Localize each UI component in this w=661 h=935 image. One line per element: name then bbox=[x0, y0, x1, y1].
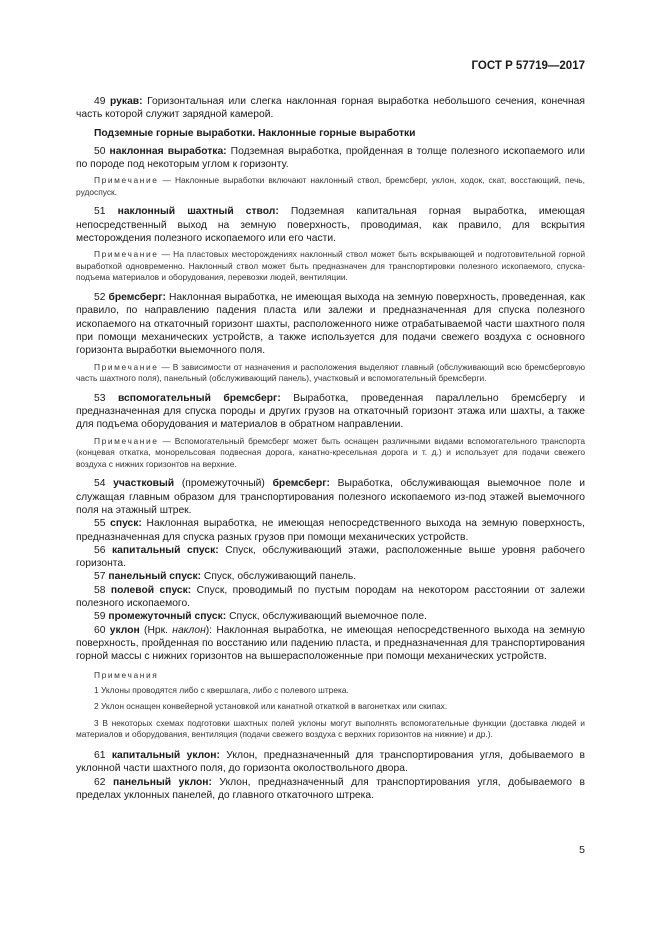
term: панельный спуск: bbox=[108, 571, 202, 583]
term: панельный уклон: bbox=[112, 776, 212, 788]
entry-50: 50 наклонная выработка: Подземная выработка, пройденная в толще полезного ископаемого или по породе под некоторым углом к горизонту. bbox=[76, 145, 585, 170]
note-50: Примечание — Наклонные выработки включают наклонный ствол, бремсберг, уклон, ходок, скат, восстающий, печь, рудоспуск. bbox=[76, 175, 585, 197]
entry-49: 49 рукав: Горизонтальная или слегка наклонная горная выработка небольшого сечения, конечная часть которой служит зарядной камерой. bbox=[76, 96, 585, 121]
term: наклонный шахтный ствол: bbox=[117, 206, 279, 218]
entry-52: 52 бремсберг: Наклонная выработка, не имеющая выхода на земную поверхность, проведенная, как правило, по направлению падения пласта или залежи и предназначенная для спуска полезного ископаемого на откаточный горизонт шахты, расположенного ниже отрабатываемой части шахтного поля при помощи механических устройств, а также используется для подачи свежего воздуха с основного горизонта выработки выемочного поля. bbox=[76, 292, 585, 357]
entry-57: 57 панельный спуск: Спуск, обслуживающий панель. bbox=[94, 571, 357, 583]
note-60-item: 1 Уклоны проводятся либо с квершлага, либо с полевого штрека. bbox=[94, 684, 349, 695]
term: вспомогательный бремсберг: bbox=[117, 392, 281, 404]
term: наклонная выработка: bbox=[109, 145, 227, 157]
term: полевой спуск: bbox=[110, 584, 192, 596]
term: бремсберг: bbox=[272, 478, 330, 490]
term: промежуточный спуск: bbox=[108, 611, 227, 623]
term: рукав: bbox=[110, 96, 143, 107]
notes-heading: Примечания bbox=[94, 669, 159, 680]
note-53: Примечание — Вспомогательный бремсберг может быть оснащен различными видами вспомогательного транспорта (концевая откатка, монорельсовая подвесная дорога, канатно-кресельная дорога и т. д.) и использует для подачи свежего воздуха с нижних горизонтов на верхние. bbox=[76, 435, 585, 469]
document-body bbox=[76, 95, 585, 802]
term: спуск: bbox=[110, 518, 142, 530]
term: уклон bbox=[109, 624, 140, 636]
entry-59: 59 промежуточный спуск: Спуск, обслуживающий выемочное поле. bbox=[94, 611, 427, 623]
note-51: Примечание — На пластовых месторождениях наклонный ствол может быть вскрывающей и подготовительной горной выработкой одновременно. Наклонный ствол может быть предназначен для транспортировки полезного ископаемого, спуска-подъема материалов и оборудования, перевозки людей, вентиляции. bbox=[76, 249, 585, 283]
note-52: Примечание — В зависимости от назначения и расположения выделяют главный (обслуживающий всю бремсберговую часть шахтного поля), панельный (обслуживающий панель), участковый и вспомогательный бремсберги. bbox=[76, 361, 585, 384]
term: капитальный уклон: bbox=[111, 749, 220, 761]
note-60-item: 2 Уклон оснащен конвейерной установкой или канатной откаткой в вагонетках или скипах. bbox=[94, 701, 448, 712]
entry-55: 55 спуск: Наклонная выработка, не имеющая непосредственного выхода на земную поверхность, предназначенная для спуска разных грузов при помощи механических устройств. bbox=[76, 518, 585, 543]
entry-62: 62 панельный уклон: Уклон, предназначенный для транспортирования угля, добываемого в пределах уклонных панелей, до главного откаточного штрека. bbox=[76, 776, 585, 801]
page-number: 5 bbox=[579, 844, 585, 856]
term: участковый bbox=[113, 478, 175, 490]
entry-51: 51 наклонный шахтный ствол: Подземная капитальная горная выработка, имеющая непосредственный выход на земную поверхность, проводимая, как правило, для вскрытия месторождения полезного ископаемого или его части. bbox=[76, 206, 585, 244]
term: капитальный спуск: bbox=[112, 544, 219, 556]
entry-53: 53 вспомогательный бремсберг: Выработка, проведенная параллельно бремсбергу и предназначенная для спуска породы и других грузов на откаточный горизонт этажа или шахты, а также для подъема оборудования и материалов в обратном направлении. bbox=[76, 392, 585, 431]
entry-60: 60 уклон (Нрк. наклон): Наклонная выработка, не имеющая непосредственного выхода на земную поверхность, пройденная по восстанию или падению пласта, и предназначенная для транспортирования горной массы с нижних горизонтов на вышерасположенные при помощи механических устройств. bbox=[76, 624, 585, 663]
entry-54: 54 участковый (промежуточный) бремсберг: Выработка, обслуживающая выемочное поле и служащая главным образом для транспортирования полезного ископаемого из-под этажей выемочного поля на этажный штрек. bbox=[76, 478, 585, 516]
entry-56: 56 капитальный спуск: Спуск, обслуживающий этажи, расположенные выше уровня рабочего горизонта. bbox=[76, 544, 586, 570]
note-60-item: 3 В некоторых схемах подготовки шахтных полей уклоны могут выполнять вспомогательные функции (доставка людей и материалов и оборудования, вентиляция (подачи свежего воздуха с верхних горизонтов на нижние) и др.). bbox=[76, 717, 585, 740]
standard-designation: ГОСТ Р 57719—2017 bbox=[471, 60, 585, 72]
term: бремсберг: bbox=[108, 292, 166, 304]
section-heading: Подземные горные выработки. Наклонные горные выработки bbox=[94, 127, 416, 139]
entry-58: 58 полевой спуск: Спуск, проводимый по пустым породам на некотором расстоянии от залежи полезного ископаемого. bbox=[76, 584, 585, 610]
entry-61: 61 капитальный уклон: Уклон, предназначенный для транспортирования угля, добываемого в уклонной части шахтного поля, до горизонта околоствольного двора. bbox=[76, 749, 585, 775]
